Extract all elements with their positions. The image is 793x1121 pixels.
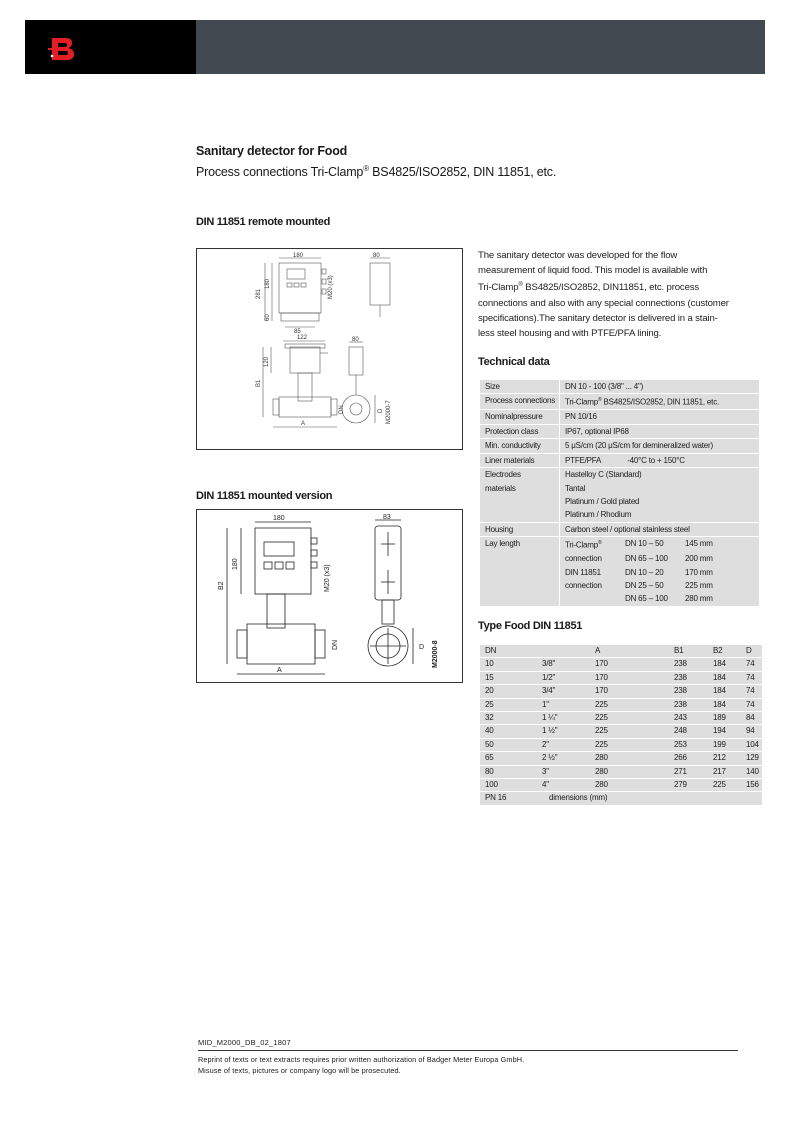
remote-dim-m20: M20 (x3) — [328, 275, 334, 299]
table-row: Min. conductivity 5 μS/cm (20 μS/cm for demineralized water) — [480, 439, 759, 453]
technical-data-table — [480, 380, 759, 607]
remote-heading: DIN 11851 remote mounted — [196, 216, 331, 228]
page-title: Sanitary detector for Food — [196, 144, 348, 158]
mounted-dim-m20: M20 (x3) — [324, 564, 331, 592]
mounted-dim-180: 180 — [273, 515, 285, 522]
food-dimensions-table — [480, 645, 762, 806]
badger-meter-logo-icon — [48, 36, 78, 62]
table-row: 10 3/8" 170 238 184 74 — [480, 658, 762, 671]
footer-legal-note: Reprint of texts or text extracts requires prior written authorization of Badger Meter Europa GmbH. Misuse of texts, pictures or company logo will be prosecuted. — [198, 1055, 525, 1075]
mounted-drawing — [196, 509, 463, 683]
remote-dim-281: 281 — [256, 288, 262, 299]
remote-dim-dn: DN — [339, 405, 345, 414]
table-row: Process connections Tri-Clamp® BS4825/ISO2852, DIN 11851, etc. — [480, 394, 759, 410]
remote-drawing — [196, 248, 463, 450]
technical-heading: Technical data — [478, 356, 550, 368]
table-row: 80 3" 280 271 217 140 — [480, 765, 762, 778]
mounted-heading: DIN 11851 mounted version — [196, 490, 333, 502]
food-heading: Type Food DIN 11851 — [478, 620, 583, 632]
table-row: 50 2" 225 253 199 104 — [480, 738, 762, 751]
table-row: Size DN 10 - 100 (3/8" ... 4") — [480, 380, 759, 394]
document-code: MID_M2000_DB_02_1807 — [198, 1038, 291, 1047]
remote-dim-code: M2000-7 — [386, 400, 392, 424]
table-row: 65 2 ½" 280 266 212 129 — [480, 752, 762, 765]
remote-dim-180b: 180 — [265, 278, 271, 289]
table-row: 25 1" 225 238 184 74 — [480, 698, 762, 711]
remote-dim-d: D — [378, 408, 384, 413]
table-header-row: DN A B1 B2 D — [480, 645, 762, 658]
mounted-dim-dn: DN — [332, 639, 339, 650]
remote-dim-80b: 80 — [352, 337, 359, 343]
remote-dim-120: 120 — [264, 356, 270, 367]
footer-divider — [198, 1050, 738, 1051]
table-row: 20 3/4" 170 238 184 74 — [480, 685, 762, 698]
mounted-dim-b2: B2 — [218, 581, 225, 590]
remote-dim-b1: B1 — [256, 379, 262, 387]
mounted-dim-180b: 180 — [232, 558, 239, 570]
table-row: Liner materials PTFE/PFA -40°C to + 150°C — [480, 453, 759, 467]
remote-dim-180: 180 — [293, 253, 304, 259]
page-subtitle: Process connections Tri-Clamp® BS4825/ISO2852, DIN 11851, etc. — [196, 164, 557, 180]
remote-dim-a: A — [301, 421, 306, 427]
mounted-dim-d: D — [419, 644, 425, 651]
table-row: Electrodes materials Hastelloy C (Standard) Tantal Platinum / Gold plated Platinum / Rhodium — [480, 468, 759, 523]
remote-dim-85: 85 — [294, 329, 301, 335]
table-row: 100 4" 280 279 225 156 — [480, 779, 762, 792]
table-row: Housing Carbon steel / optional stainless steel — [480, 522, 759, 536]
description-text: The sanitary detector was developed for the flow measurement of liquid food. This model is available with Tri-Clamp® BS4825/ISO2852, DIN11851, etc. process connections and also with any special connections (customer specifications).The sanitary detector is delivered in a stain- less steel housing and with PTFE/PFA lining. — [478, 250, 729, 340]
remote-dim-122: 122 — [297, 335, 308, 341]
table-row: Nominalpressure PN 10/16 — [480, 410, 759, 424]
table-row: 15 1/2" 170 238 184 74 — [480, 671, 762, 684]
table-row: 32 1 ¼" 225 243 189 84 — [480, 712, 762, 725]
header-bar — [196, 20, 765, 74]
mounted-dim-83: 83 — [383, 514, 391, 521]
table-row: Lay length Tri-Clamp® DN 10 – 50 145 mm connection DN 65 – 100 200 mm DIN 11851 DN 10 – 20 170 mm connection DN 25 – 50 225 mm DN 65 – 100 280 mm — [480, 537, 759, 607]
remote-dim-80: 80 — [373, 253, 380, 259]
remote-dim-60: 60 — [265, 314, 271, 321]
mounted-dim-code: M2000-8 — [432, 640, 439, 668]
mounted-dim-a: A — [277, 667, 282, 674]
table-row: Protection class IP67, optional IP68 — [480, 424, 759, 438]
table-row: 40 1 ½" 225 248 194 94 — [480, 725, 762, 738]
table-foot-row: PN 16 dimensions (mm) — [480, 792, 762, 805]
